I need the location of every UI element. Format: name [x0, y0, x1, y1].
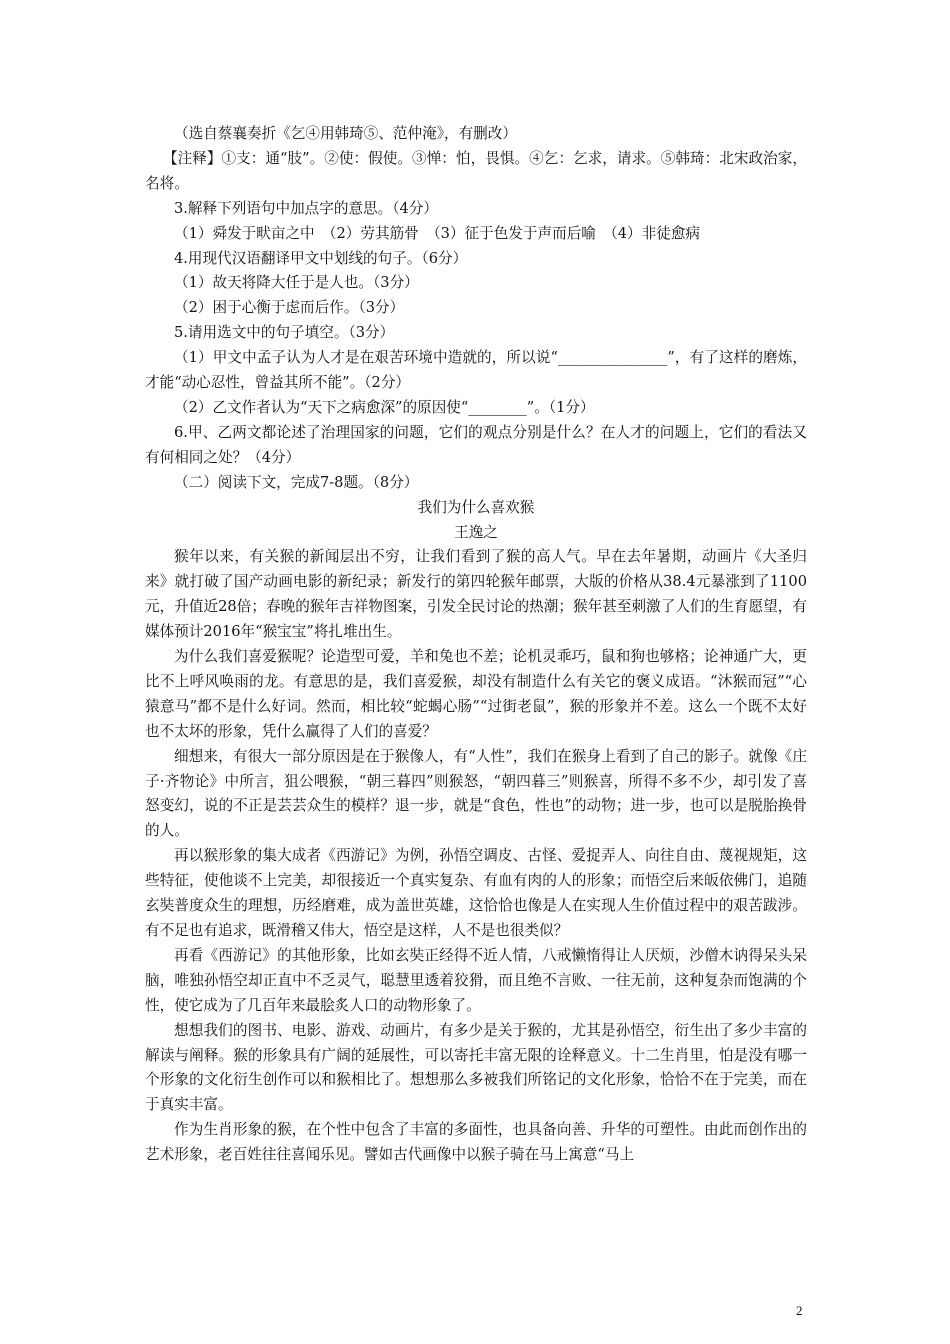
page-number: 2: [796, 1303, 803, 1318]
question-5-item-2: （2）乙文作者认为“天下之病愈深”的原因使“________”。（1分）: [174, 398, 595, 416]
article-title: 我们为什么喜欢猴: [417, 498, 535, 516]
article-paragraph: 再看《西游记》的其他形象，比如玄奘正经得不近人情，八戒懒惰得让人厌烦，沙僧木讷得呆头呆脑，唯独孙悟空却正直中不乏灵气，聪慧里透着狡猾，而且绝不言败、一往无前，这种复杂而饱满的个性，使它成为了几百年来最脍炙人口的动物形象了。: [145, 946, 807, 1014]
article-paragraph: 细想来，有很大一部分原因是在于猴像人，有“人性”，我们在猴身上看到了自己的影子。就像《庄子·齐物论》中所言，狙公喂猴，“朝三暮四”则猴怒，“朝四暮三”则猴喜，所得不多不少，却引发了喜怒变幻，说的不正是芸芸众生的模样？退一步，就是“食色，性也”的动物；进一步，也可以是脱胎换骨的人。: [145, 747, 807, 840]
article-paragraph: 猴年以来，有关猴的新闻层出不穷，让我们看到了猴的高人气。早在去年暑期，动画片《大圣归来》就打破了国产动画电影的新纪录；新发行的第四轮猴年邮票，大版的价格从38.4元暴涨到了1100元，升值近28倍；春晚的猴年吉祥物图案，引发全民讨论的热潮；猴年甚至刺激了人们的生育愿望，有媒体预计2016年“猴宝宝”将扎堆出生。: [145, 548, 807, 641]
article-paragraph: 为什么我们喜爱猴呢？论造型可爱，羊和兔也不差；论机灵乖巧，鼠和狗也够格；论神通广大，更比不上呼风唤雨的龙。有意思的是，我们喜爱猴，却没有制造什么有关它的褒义成语。“沐猴而冠”“心猿意马”都不是什么好词。然而，相比较“蛇蝎心肠”“过街老鼠”，猴的形象并不差。这么一个既不太好也不太坏的形象，凭什么赢得了人们的喜爱？: [145, 648, 807, 740]
question-4-item-2: （2）困于心衡于虑而后作。（3分）: [174, 299, 405, 317]
article-paragraph: 作为生肖形象的猴，在个性中包含了丰富的多面性，也具备向善、升华的可塑性。由此而创作出的艺术形象，老百姓往往喜闻乐见。譬如古代画像中以猴子骑在马上寓意“马上: [145, 1121, 807, 1164]
document-page: [145, 122, 807, 1168]
source-note: （选自蔡襄奏折《乞④用韩琦⑤、范仲淹》，有删改）: [174, 125, 517, 142]
article-paragraph: 想想我们的图书、电影、游戏、动画片，有多少是关于猴的，尤其是孙悟空，衍生出了多少丰富的解读与阐释。猴的形象具有广阔的延展性，可以寄托丰富无限的诠释意义。十二生肖里，怕是没有哪一个形象的文化衍生创作可以和猴相比了。想想那么多被我们所铭记的文化形象，恰恰不在于完美，而在于真实丰富。: [145, 1021, 807, 1114]
question-4-title: 4.用现代汉语翻译甲文中划线的句子。（6分）: [174, 249, 468, 267]
section-2-heading: （二）阅读下文，完成7-8题。（8分）: [174, 473, 419, 491]
question-4-item-1: （1）故天将降大任于是人也。（3分）: [174, 274, 419, 292]
question-6: 6.甲、乙两文都论述了治理国家的问题，它们的观点分别是什么？在人才的问题上，它们的看法又有何相同之处？（4分）: [145, 423, 807, 466]
article-author: 王逸之: [454, 523, 498, 541]
question-5-title: 5.请用选文中的句子填空。（3分）: [174, 324, 395, 342]
question-3-items: （1）舜发于畎亩之中 （2）劳其筋骨 （3）征于色发于声而后喻 （4）非徒愈病: [174, 224, 701, 242]
question-3-title: 3.解释下列语句中加点字的意思。（4分）: [174, 199, 439, 217]
article-paragraph: 再以猴形象的集大成者《西游记》为例，孙悟空调皮、古怪、爱捉弄人、向往自由、蔑视规矩，这些特征，使他谈不上完美，却很接近一个真实复杂、有血有肉的人的形象；而悟空后来皈依佛门，追随玄奘普度众生的理想，历经磨难，成为盖世英雄，这恰恰也像是人在实现人生价值过程中的艰苦跋涉。有不足也有追求，既滑稽又伟大，悟空是这样，人不是也很类似？: [145, 847, 807, 939]
annotation-notes: 【注释】①支：通“肢”。②使：假使。③惮：怕，畏惧。④乞：乞求，请求。⑤韩琦：北宋政治家，名将。: [145, 149, 807, 192]
question-5-item-1: （1）甲文中孟子认为人才是在艰苦环境中造就的，所以说“_______________”，有了这样的磨炼，才能“动心忍性，曾益其所不能”。（2分）: [145, 349, 807, 392]
